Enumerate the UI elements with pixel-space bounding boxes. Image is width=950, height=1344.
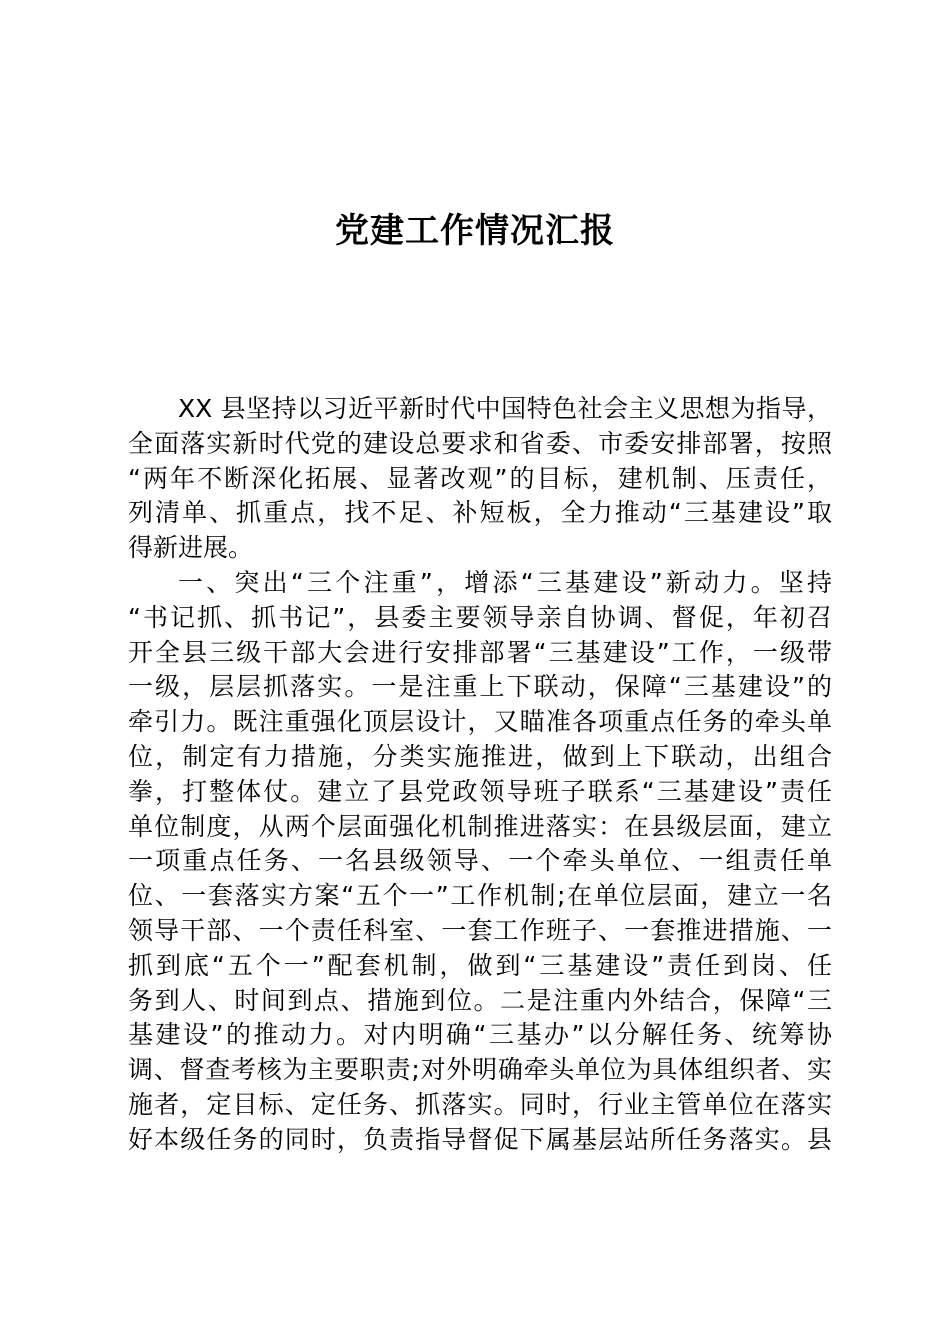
paragraph-line: 位、一套落实方案“五个一”工作机制;在单位层面，建立一名 <box>128 881 832 911</box>
paragraph-line: 好本级任务的同时，负责指导督促下属基层站所任务落实。县 <box>128 1124 832 1154</box>
document-body <box>128 392 832 1158</box>
paragraph-line: 位，制定有力措施，分类实施推进，做到上下联动，出组合 <box>128 741 832 771</box>
paragraph-line: XX 县坚持以习近平新时代中国特色社会主义思想为指导， <box>178 394 832 423</box>
paragraph-line: 开全县三级干部大会进行安排部署“三基建设”工作，一级带 <box>128 637 832 667</box>
paragraph-line: 施者，定目标、定任务、抓落实。同时，行业主管单位在落实 <box>128 1089 832 1119</box>
paragraph-line: 基建设”的推动力。对内明确“三基办”以分解任务、统筹协 <box>128 1020 832 1050</box>
paragraph-line: 单位制度，从两个层面强化机制推进落实：在县级层面，建立 <box>128 811 832 841</box>
paragraph-line: “书记抓、抓书记”，县委主要领导亲自协调、督促，年初召 <box>128 602 832 632</box>
paragraph-line: 得新进展。 <box>128 533 254 563</box>
paragraph-line: 务到人、时间到点、措施到位。二是注重内外结合，保障“三 <box>128 985 832 1015</box>
paragraph-line: 全面落实新时代党的建设总要求和省委、市委安排部署，按照 <box>128 428 832 458</box>
paragraph-line: 列清单、抓重点，找不足、补短板，全力推动“三基建设”取 <box>128 498 832 528</box>
paragraph-line: 调、督查考核为主要职责;对外明确牵头单位为具体组织者、实 <box>128 1055 832 1085</box>
paragraph-line: 领导干部、一个责任科室、一套工作班子、一套推进措施、一 <box>128 915 832 945</box>
paragraph-line: “两年不断深化拓展、显著改观”的目标，建机制、压责任， <box>128 463 832 493</box>
paragraph-line: 抓到底“五个一”配套机制，做到“三基建设”责任到岗、任 <box>128 950 832 980</box>
document-title: 党建工作情况汇报 <box>335 211 615 251</box>
paragraph-line: 一级，层层抓落实。一是注重上下联动，保障“三基建设”的 <box>128 672 832 702</box>
paragraph-line: 拳，打整体仗。建立了县党政领导班子联系“三基建设”责任 <box>128 776 832 806</box>
paragraph-line: 一、突出“三个注重”，增添“三基建设”新动力。坚持 <box>178 567 832 597</box>
paragraph-line: 牵引力。既注重强化顶层设计，又瞄准各项重点任务的牵头单 <box>128 707 832 737</box>
paragraph-line: 一项重点任务、一名县级领导、一个牵头单位、一组责任单 <box>128 846 832 876</box>
